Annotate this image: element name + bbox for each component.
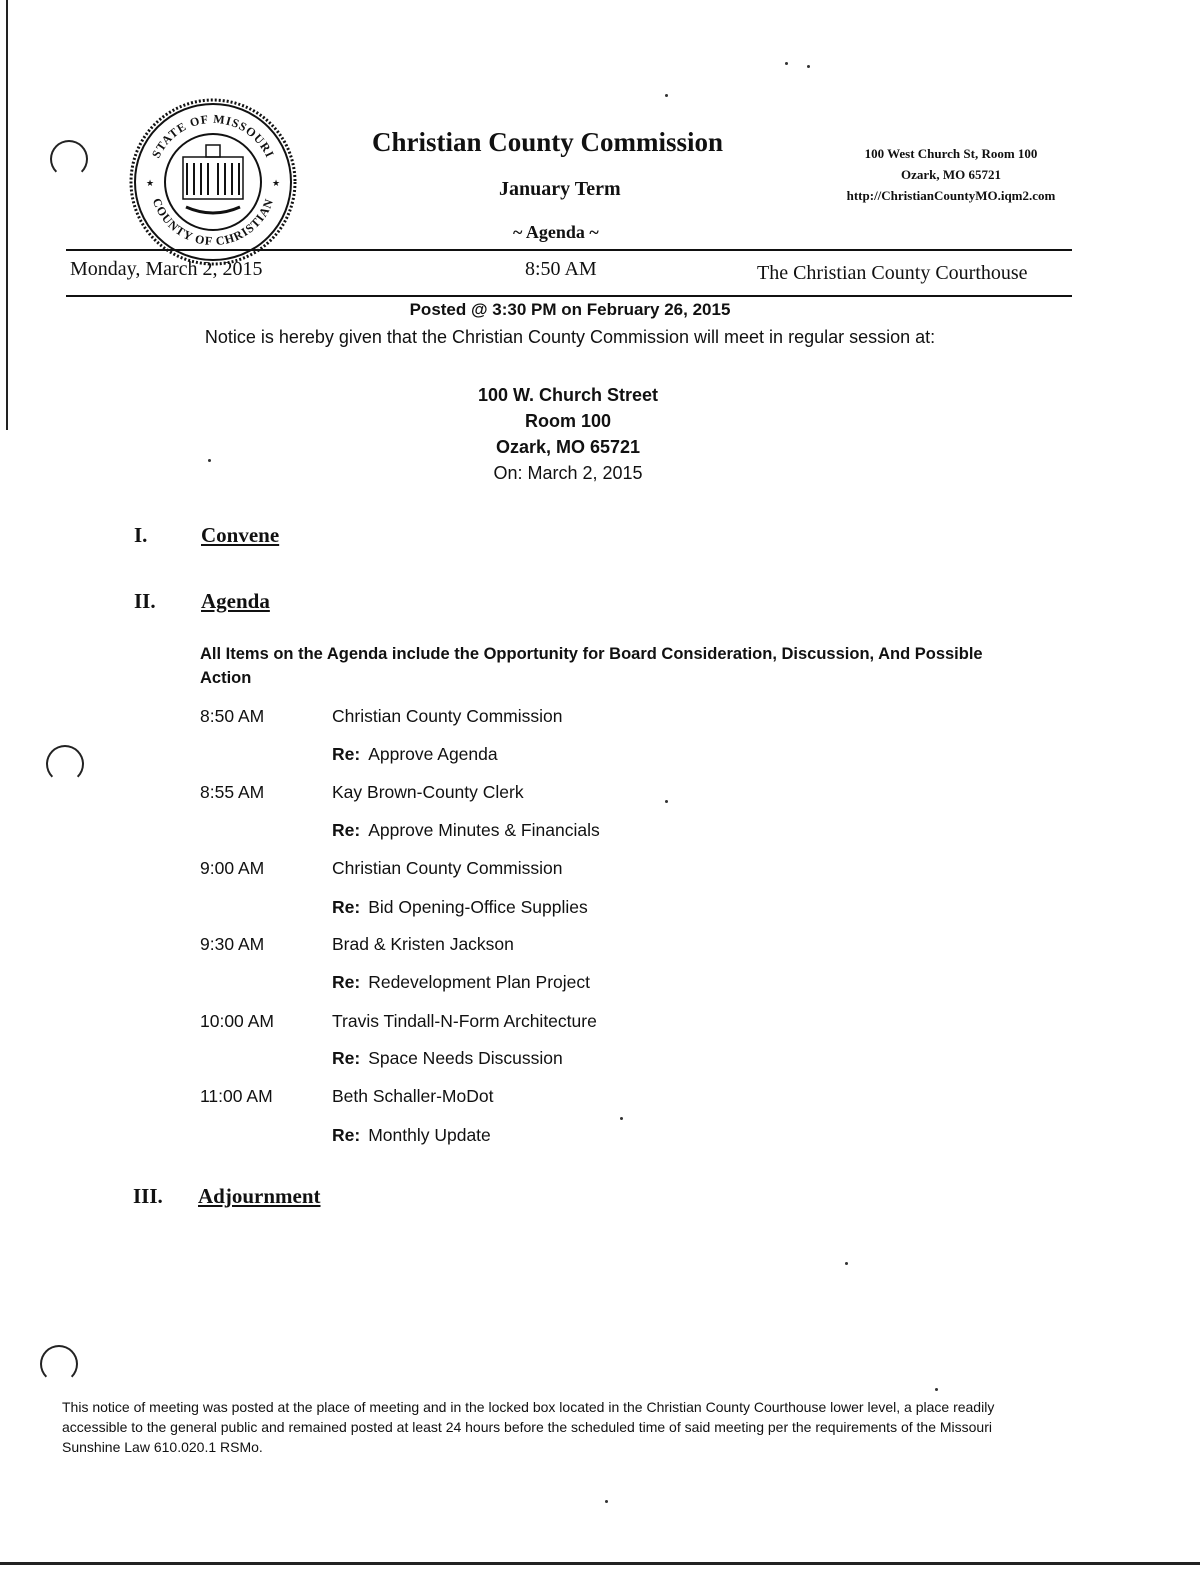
re-label: Re: (332, 1125, 361, 1145)
scan-speck (665, 94, 668, 97)
agenda-item-re-text: Bid Opening-Office Supplies (368, 897, 588, 917)
address-city: Ozark, MO 65721 (900, 167, 1001, 182)
agenda-item-time: 8:50 AM (200, 706, 265, 726)
punch-hole (46, 745, 84, 783)
agenda-item-time: 9:00 AM (200, 858, 265, 878)
scan-speck (620, 1117, 623, 1120)
address-street: 100 West Church St, Room 100 (864, 146, 1038, 161)
website-link[interactable]: http://ChristianCountyMO.iqm2.com (846, 188, 1056, 203)
meeting-time: 8:50 AM (525, 258, 597, 280)
organization-name: Christian County Commission (372, 127, 724, 157)
punch-hole (50, 140, 88, 178)
svg-text:★: ★ (272, 178, 281, 188)
scan-speck (785, 62, 788, 65)
term-label: January Term (499, 178, 621, 200)
re-label: Re: (332, 820, 361, 840)
agenda-item-topic (332, 744, 498, 765)
scan-speck (935, 1388, 938, 1391)
re-label: Re: (332, 897, 361, 917)
meeting-date: Monday, March 2, 2015 (70, 258, 263, 280)
svg-text:STATE OF MISSOURI: STATE OF MISSOURI (148, 111, 278, 161)
scan-speck (845, 1262, 848, 1265)
agenda-item-time: 8:55 AM (200, 782, 265, 802)
meeting-notice: Notice is hereby given that the Christian County Commission will meet in regular session at: (204, 327, 936, 347)
svg-text:COUNTY OF CHRISTIAN: COUNTY OF CHRISTIAN (149, 196, 277, 249)
scan-left-border (6, 0, 8, 430)
agenda-item-presenter: Christian County Commission (332, 858, 563, 878)
posted-notice: Posted @ 3:30 PM on February 26, 2015 (409, 300, 731, 319)
re-label: Re: (332, 1048, 361, 1068)
scan-speck (605, 1500, 608, 1503)
svg-text:★: ★ (146, 178, 155, 188)
section-number: I. (134, 523, 148, 547)
scan-speck (665, 800, 668, 803)
agenda-item-time: 11:00 AM (200, 1086, 273, 1106)
county-seal-icon (128, 97, 298, 267)
agenda-item-topic (332, 820, 600, 841)
agenda-intro: All Items on the Agenda include the Opportunity for Board Consideration, Discussion, And Possible Action (200, 645, 983, 687)
agenda-item-presenter: Travis Tindall-N-Form Architecture (332, 1011, 597, 1031)
venue-city: Ozark, MO 65721 (495, 437, 641, 457)
agenda-item-re-text: Redevelopment Plan Project (368, 972, 590, 992)
address-block (826, 143, 1076, 206)
agenda-item-time: 9:30 AM (200, 934, 265, 954)
venue-street: 100 W. Church Street (477, 385, 659, 405)
section-title-adjournment: Adjournment (198, 1184, 321, 1208)
agenda-item-topic (332, 1125, 491, 1146)
header-rule-bottom (66, 295, 1072, 297)
agenda-item-presenter: Christian County Commission (332, 706, 563, 726)
agenda-item-re-text: Space Needs Discussion (368, 1048, 563, 1068)
agenda-title: ~ Agenda ~ (513, 222, 599, 242)
agenda-item-topic (332, 972, 590, 993)
re-label: Re: (332, 972, 361, 992)
re-label: Re: (332, 744, 361, 764)
section-title-agenda: Agenda (201, 589, 270, 613)
header-rule-top (66, 249, 1072, 251)
footer-notice: This notice of meeting was posted at the place of meeting and in the locked box located in the Christian County Courthouse lower level, a place readily accessible to the general public and remained posted at least 24 hours before the scheduled time of said meeting per the requirements of the Missouri Sunshine Law 610.020.1 RSMo. (62, 1399, 995, 1455)
agenda-item-time: 10:00 AM (200, 1011, 274, 1031)
punch-hole (40, 1345, 78, 1383)
section-number: II. (134, 589, 156, 613)
meeting-location: The Christian County Courthouse (757, 262, 1028, 284)
scan-speck (807, 65, 810, 68)
agenda-item-presenter: Beth Schaller-MoDot (332, 1086, 494, 1106)
agenda-item-presenter: Kay Brown-County Clerk (332, 782, 524, 802)
agenda-item-topic (332, 1048, 563, 1069)
agenda-item-topic (332, 897, 588, 918)
agenda-item-re-text: Approve Minutes & Financials (368, 820, 600, 840)
venue-date: On: March 2, 2015 (493, 463, 643, 483)
agenda-item-presenter: Brad & Kristen Jackson (332, 934, 514, 954)
section-title-convene: Convene (201, 523, 280, 547)
agenda-item-re-text: Monthly Update (368, 1125, 491, 1145)
agenda-item-re-text: Approve Agenda (368, 744, 498, 764)
venue-block (0, 382, 1136, 486)
venue-room: Room 100 (524, 411, 612, 431)
section-number: III. (133, 1184, 163, 1208)
scan-bottom-border (0, 1562, 1200, 1565)
